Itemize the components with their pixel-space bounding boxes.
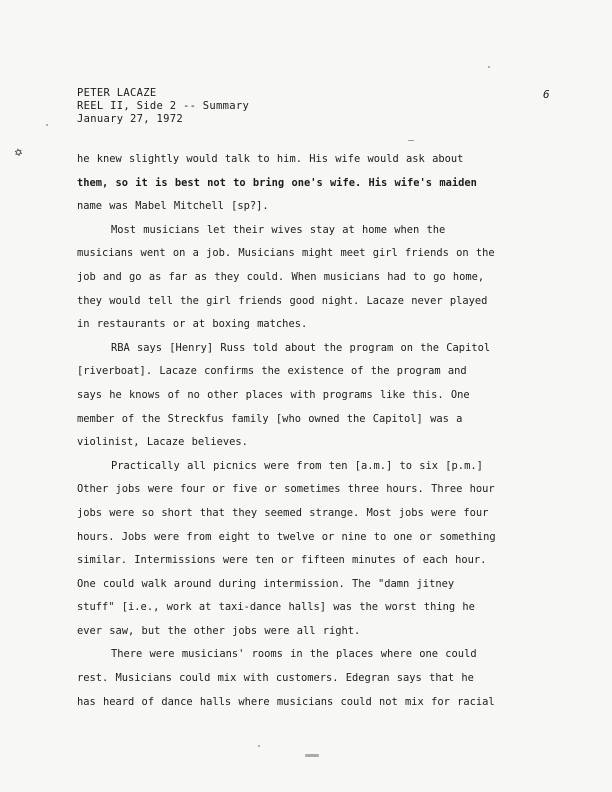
scan-speck [408,140,414,141]
text-line: member of the Streckfus family [who owned the Capitol] was a [77,412,463,425]
text-line: jobs were so short that they seemed strange. Most jobs were four [77,506,489,519]
text-line: ever saw, but the other jobs were all right. [77,624,361,637]
paragraph-start-line: Most musicians let their wives stay at home when the [111,223,446,236]
text-line: rest. Musicians could mix with customers. Edegran says that he [77,672,474,685]
text-line: he knew slightly would talk to him. His wife would ask about [77,153,464,165]
paragraph-start-line: Practically all picnics were from ten [a.m.] to six [p.m.] [111,459,483,472]
paragraph-start-line: RBA says [Henry] Russ told about the program on the Capitol [111,341,491,354]
text-line: One could walk around during intermission. The "damn jitney [77,577,455,590]
margin-mark-icon: ✡ [10,146,28,159]
paragraph-start-line: There were musicians' rooms in the places where one could [111,648,477,661]
text-line: hours. Jobs were from eight to twelve or nine to one or something [77,530,496,543]
text-line: says he knows of no other places with programs like this. One [77,388,470,401]
text-line: similar. Intermissions were ten or fifteen minutes of each hour. [77,554,487,567]
scan-speck [258,745,260,747]
header-name: PETER LACAZE [77,87,157,99]
text-line: job and go as far as they could. When musicians had to go home, [77,270,485,283]
document-header [77,87,249,126]
transcript-body [77,148,553,714]
text-line: [riverboat]. Lacaze confirms the existence of the program and [77,365,467,378]
text-line: them, so it is best not to bring one's wife. His wife's maiden [77,176,477,189]
text-line: violinist, Lacaze believes. [77,436,248,449]
scan-speck [488,66,490,68]
text-line: stuff" [i.e., work at taxi-dance halls] was the worst thing he [77,601,475,614]
scan-speck [305,754,319,757]
header-date: January 27, 1972 [77,113,183,125]
text-line: they would tell the girl friends good night. Lacaze never played [77,294,488,307]
text-line: has heard of dance halls where musicians could not mix for racial [77,695,495,708]
text-line: name was Mabel Mitchell [sp?]. [77,200,269,213]
text-line: Other jobs were four or five or sometimes three hours. Three hour [77,483,495,496]
page-number: 6 [543,88,550,101]
text-line: in restaurants or at boxing matches. [77,318,308,331]
scan-speck [46,124,48,126]
text-line: musicians went on a job. Musicians might meet girl friends on the [77,247,495,260]
header-reel: REEL II, Side 2 -- Summary [77,100,250,112]
